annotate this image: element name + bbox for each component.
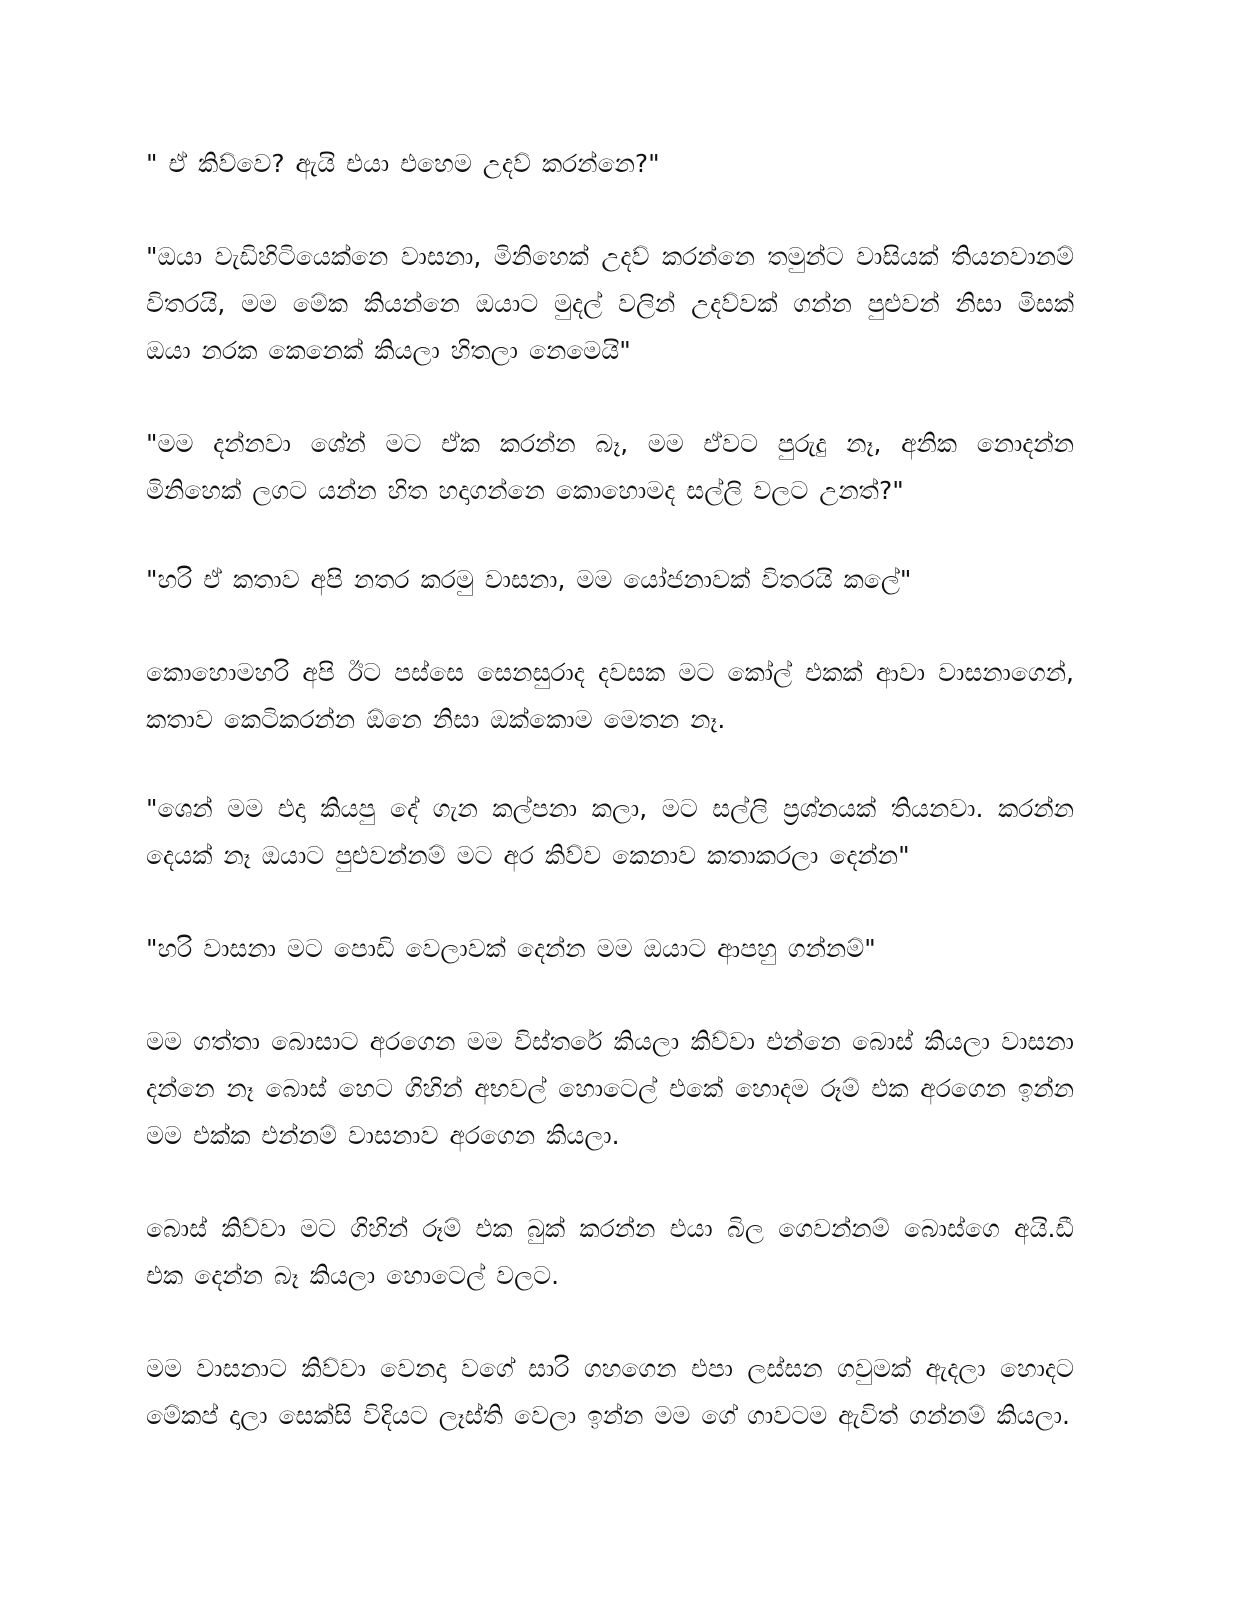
paragraph-8: මම ගත්තා බොසාට අරගෙන මම විස්තරේ කියලා කිව්වා එන්නෙ බොස් කියලා වාසනා දන්නෙ නෑ බොස් හෙට ගිහින් අභවල් හොටෙල් එකේ හොදම රූම් එක අරගෙන ඉන්න මම එක්ක එන්නම් වාසනාව අරගෙන කියලා. [146,1027,1074,1150]
paragraph-2: "ඔයා වැඩිහිටියෙක්නෙ වාසනා, මිනිහෙක් උදව් කරන්නෙ තමුන්ට වාසියක් තියනවානම් විතරයි, මම මේක කියන්නෙ ඔයාට මුදල් වලින් උදව්වක් ගන්න පුළුවන් නිසා මිසක් ඔයා නරක කෙනෙක් කියලා හිතලා නෙමෙයි" [146,242,1074,365]
paragraph-4: "හරි ඒ කතාව අපි නතර කරමු වාසනා, මම යෝජනාවක් විතරයි කලේ" [146,565,912,594]
paragraph-7: "හරි වාසනා මට පොඩි වෙලාවක් දෙන්න මම ඔයාට ආපහු ගන්නම්" [146,934,876,963]
paragraph-9: බොස් කිව්වා මට ගිහින් රූම් එක බුක් කරන්න එයා බිල ගෙවන්නම් බොස්ගෙ අයි.ඩී එක දෙන්න බෑ කියලා හොටෙල් වලට. [146,1214,1074,1290]
paragraph-6: "ශෙන් මම එදා කියපු දේ ගැන කල්පනා කලා, මට සල්ලි ප්‍රශ්නයක් තියනවා. කරන්න දෙයක් නෑ ඔයාට පුළුවන්නම් මට අර කිව්ව කෙනාව කතාකරලා දෙන්න" [146,794,1074,870]
paragraph-3: "මම දන්නවා ශේන් මට ඒක කරන්න බෑ, මම ඒවට පුරුදු නෑ, අනික නොදන්න මිනිහෙක් ලගට යන්න හිත හදාගන්නෙ කොහොමද සල්ලි වලට උනත්?" [146,429,1074,505]
paragraph-5: කොහොමහරි අපි ඊට පස්සෙ සෙනසුරාද දවසක මට කෝල් එකක් ආවා වාසනාගෙන්, කතාව කෙටිකරන්න ඕනෙ නිසා ඔක්කොම මෙතන නෑ. [146,658,1074,734]
paragraph-10: මම වාසනාට කිව්වා වෙනදා වගේ සාරි ගහගෙන එපා ලස්සන ගවුමක් ඇදලා හොදට මේකප් දාලා සෙක්සි විදියට ලෑස්ති වෙලා ඉන්න මම ගේ ගාවටම ඇවිත් ගන්නම් කියලා. [146,1354,1074,1430]
paragraph-1: " ඒ කිව්වෙ? ඇයි එයා එහෙම උදව් කරන්නෙ?" [146,149,660,178]
